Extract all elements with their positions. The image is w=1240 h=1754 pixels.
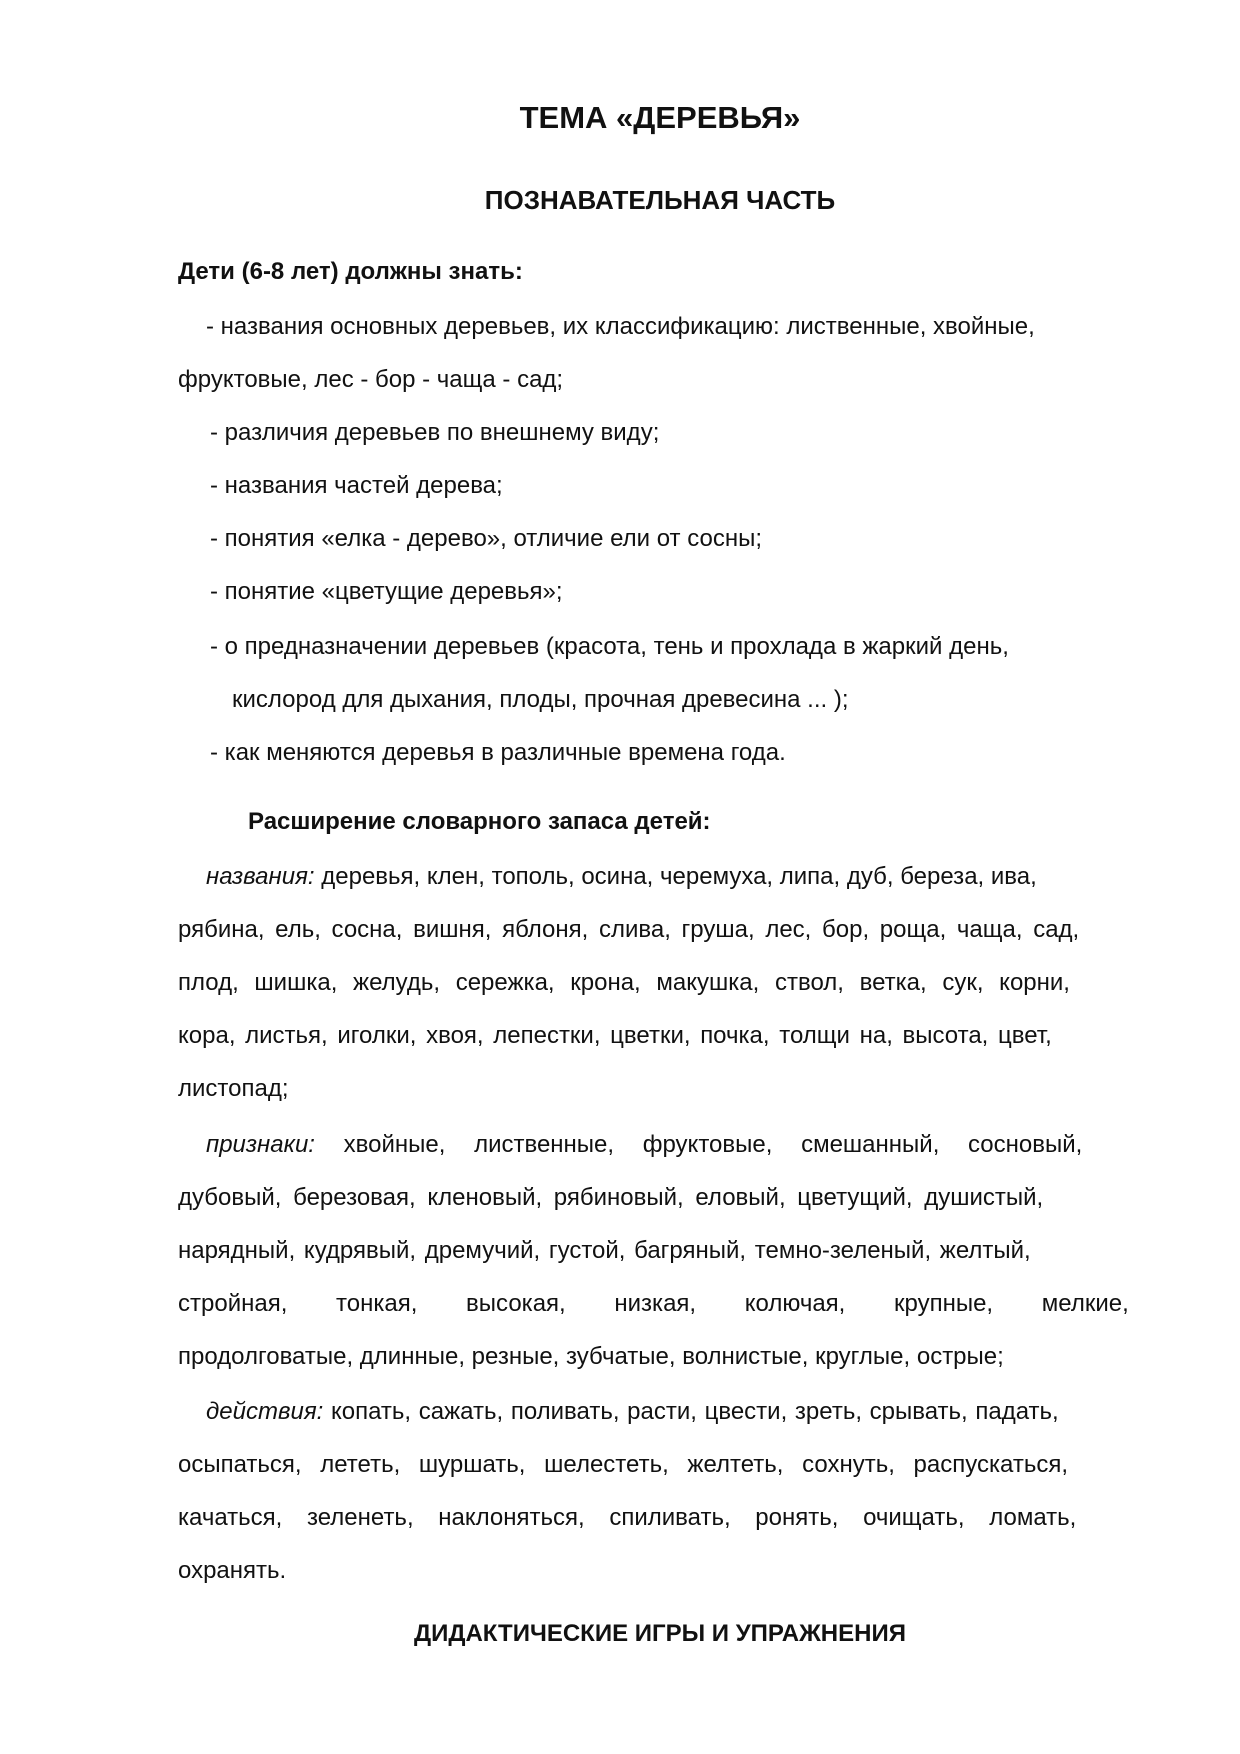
- knowledge-item-6-cont: кислород для дыхания, плоды, прочная древесина ... );: [232, 686, 849, 713]
- names-line-3: плод, шишка, желудь, сережка, крона, макушка, ствол, ветка, сук, корни,: [178, 969, 1070, 996]
- actions-label: действия:: [206, 1398, 324, 1425]
- actions-line-2: осыпаться, лететь, шуршать, шелестеть, желтеть, сохнуть, распускаться,: [178, 1451, 1068, 1478]
- page-title: ТЕМА «ДЕРЕВЬЯ»: [519, 100, 801, 135]
- knowledge-item-7: - как меняются деревья в различные времена года.: [210, 739, 786, 766]
- signs-text-1: хвойные, лиственные, фруктовые, смешанный, сосновый,: [343, 1131, 1083, 1158]
- names-label: названия:: [206, 863, 315, 890]
- knowledge-item-5: - понятие «цветущие деревья»;: [210, 578, 563, 605]
- signs-line-4: стройная, тонкая, высокая, низкая, колючая, крупные, мелкие,: [178, 1290, 1129, 1317]
- knowledge-heading: Дети (6-8 лет) должны знать:: [178, 258, 523, 285]
- actions-line-1: [206, 1397, 1059, 1427]
- knowledge-item-1: - названия основных деревьев, их классификацию: лиственные, хвойные,: [206, 313, 1035, 340]
- actions-text-1: копать, сажать, поливать, расти, цвести, зреть, срывать, падать,: [331, 1398, 1059, 1425]
- names-line-5: листопад;: [178, 1075, 289, 1102]
- signs-line-2: дубовый, березовая, кленовый, рябиновый, еловый, цветущий, душистый,: [178, 1184, 1044, 1211]
- knowledge-item-2: - различия деревьев по внешнему виду;: [210, 419, 660, 446]
- section-heading: ПОЗНАВАТЕЛЬНАЯ ЧАСТЬ: [484, 185, 836, 215]
- signs-label: признаки:: [206, 1131, 315, 1158]
- actions-line-4: охранять.: [178, 1557, 287, 1584]
- vocab-heading: Расширение словарного запаса детей:: [248, 808, 711, 835]
- names-line-1: [206, 862, 1037, 892]
- knowledge-item-6: - о предназначении деревьев (красота, тень и прохлада в жаркий день,: [210, 633, 1009, 660]
- knowledge-item-4: - понятия «елка - дерево», отличие ели от сосны;: [210, 525, 762, 552]
- knowledge-item-1-cont: фруктовые, лес - бор - чаща - сад;: [178, 366, 564, 393]
- knowledge-item-3: - названия частей дерева;: [210, 472, 503, 499]
- names-line-4: кора, листья, иголки, хвоя, лепестки, цветки, почка, толщи на, высота, цвет,: [178, 1022, 1052, 1049]
- actions-line-3: качаться, зеленеть, наклоняться, спиливать, ронять, очищать, ломать,: [178, 1504, 1077, 1531]
- names-text-1: деревья, клен, тополь, осина, черемуха, липа, дуб, береза, ива,: [321, 863, 1037, 890]
- signs-line-1: [206, 1130, 1082, 1160]
- signs-line-3: нарядный, кудрявый, дремучий, густой, багряный, темно-зеленый, желтый,: [178, 1237, 1031, 1264]
- games-heading: ДИДАКТИЧЕСКИЕ ИГРЫ И УПРАЖНЕНИЯ: [414, 1620, 906, 1647]
- names-line-2: рябина, ель, сосна, вишня, яблоня, слива, груша, лес, бор, роща, чаща, сад,: [178, 916, 1080, 943]
- signs-line-5: продолговатые, длинные, резные, зубчатые, волнистые, круглые, острые;: [178, 1343, 1004, 1370]
